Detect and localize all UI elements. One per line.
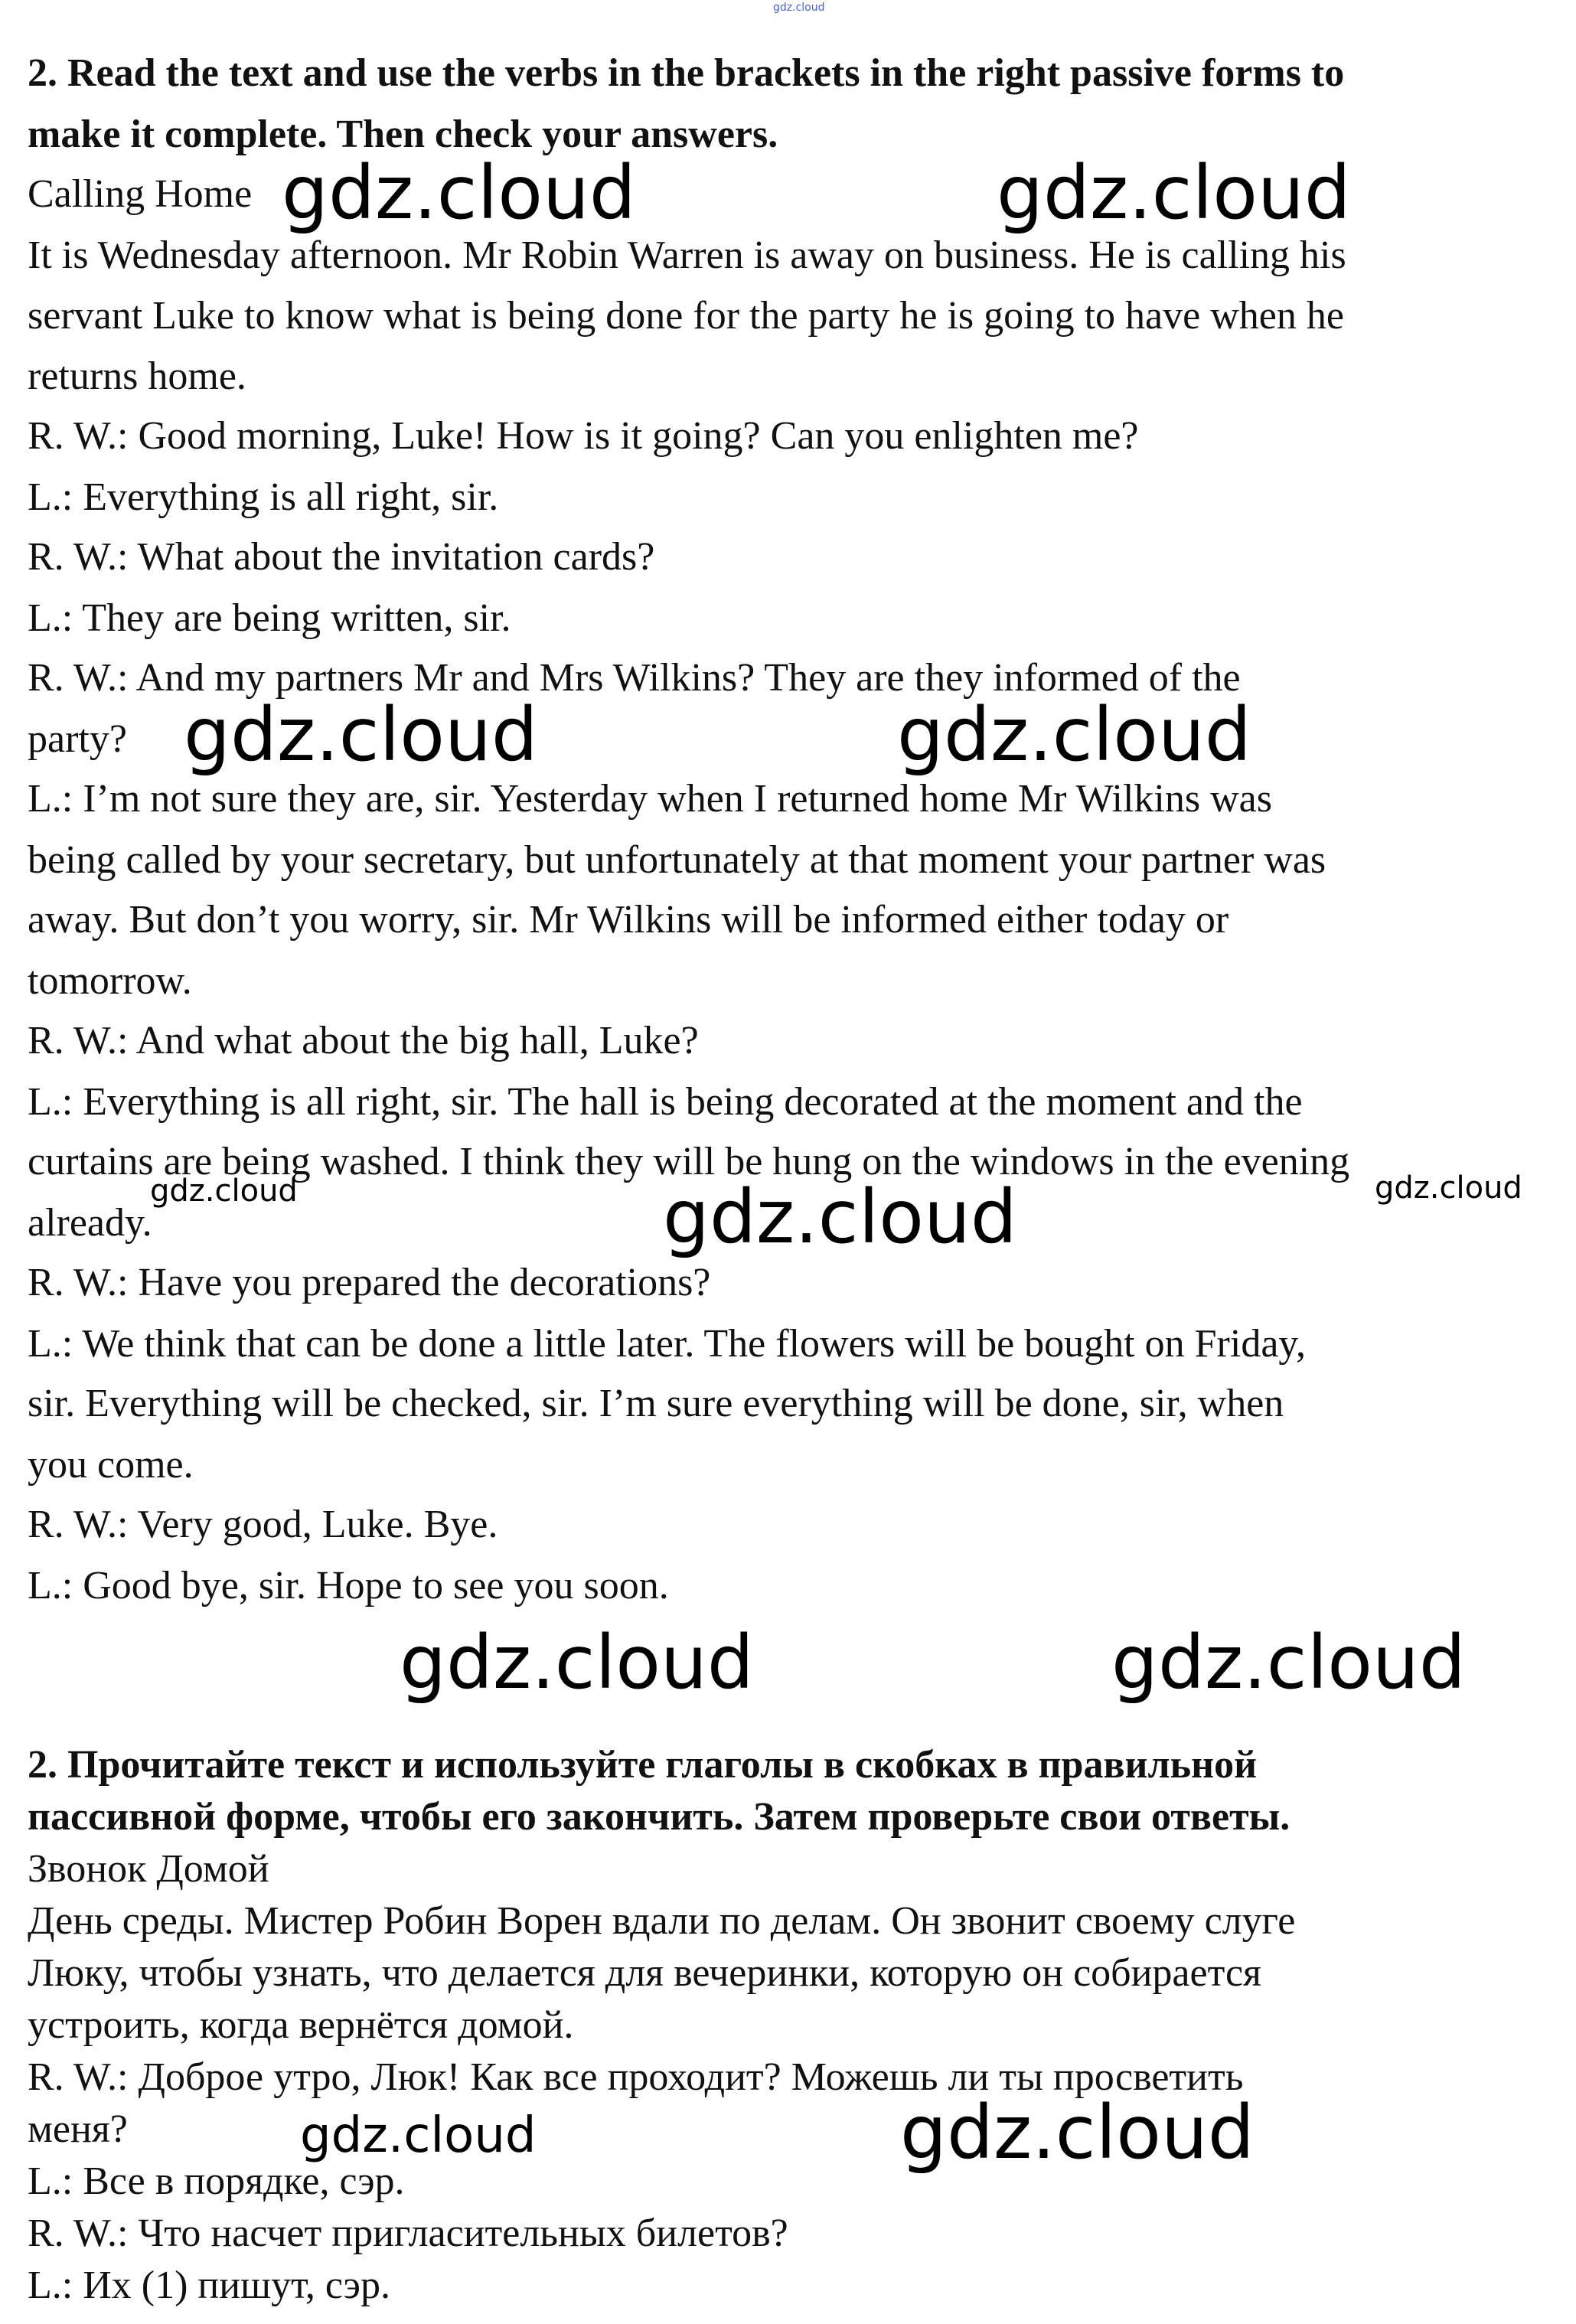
russian-body-line: устроить, когда вернётся домой. <box>28 2003 574 2047</box>
watermark: gdz.cloud <box>900 2090 1255 2175</box>
english-body-line: servant Luke to know what is being done for the party he is going to have when he <box>28 294 1344 338</box>
watermark: gdz.cloud <box>1375 1170 1522 1206</box>
english-dialogue-line: L.: Everything is all right, sir. <box>28 475 499 519</box>
english-dialogue-line: you come. <box>28 1443 194 1487</box>
english-body-line: It is Wednesday afternoon. Mr Robin Warren is away on business. He is calling his <box>28 233 1346 277</box>
english-text-title: Calling Home <box>28 172 253 216</box>
watermark: gdz.cloud <box>400 1620 754 1705</box>
russian-heading-line-1: 2. Прочитайте текст и используйте глаголы в скобках в правильной <box>28 1743 1258 1787</box>
english-dialogue-line: L.: They are being written, sir. <box>28 596 511 640</box>
english-body-line: returns home. <box>28 354 246 398</box>
english-dialogue-line: R. W.: Very good, Luke. Bye. <box>28 1503 498 1546</box>
watermark: gdz.cloud <box>997 150 1351 236</box>
english-dialogue-line: R. W.: Have you prepared the decorations? <box>28 1261 711 1304</box>
english-dialogue-line: party? <box>28 717 127 761</box>
watermark: gdz.cloud <box>282 150 636 236</box>
english-dialogue-line: already. <box>28 1201 152 1245</box>
english-dialogue-line: L.: We think that can be done a little later. The flowers will be bought on Friday, <box>28 1322 1307 1366</box>
english-dialogue-line: away. But don’t you worry, sir. Mr Wilkins will be informed either today or <box>28 898 1229 942</box>
russian-body-line: Люку, чтобы узнать, что делается для вечеринки, которую он собирается <box>28 1951 1261 1995</box>
russian-dialogue-line: R. W.: Что насчет пригласительных билетов? <box>28 2211 788 2255</box>
english-heading-line-2: make it complete. Then check your answers. <box>28 113 778 156</box>
russian-body-line: День среды. Мистер Робин Ворен вдали по делам. Он звонит своему слуге <box>28 1899 1296 1943</box>
english-heading-line-1: 2. Read the text and use the verbs in the brackets in the right passive forms to <box>28 51 1345 95</box>
english-dialogue-line: R. W.: And what about the big hall, Luke? <box>28 1019 699 1062</box>
english-dialogue-line: sir. Everything will be checked, sir. I’m sure everything will be done, sir, when <box>28 1382 1284 1425</box>
english-dialogue-line: curtains are being washed. I think they will be hung on the windows in the evening <box>28 1140 1350 1183</box>
russian-dialogue-line: R. W.: Доброе утро, Люк! Как все проходит? Можешь ли ты просветить <box>28 2055 1244 2099</box>
english-dialogue-line: L.: Everything is all right, sir. The hall is being decorated at the moment and the <box>28 1080 1303 1124</box>
russian-dialogue-line: L.: Все в порядке, сэр. <box>28 2159 405 2203</box>
watermark: gdz.cloud <box>150 1173 298 1209</box>
russian-dialogue-line: L.: Их (1) пишут, сэр. <box>28 2264 390 2307</box>
russian-dialogue-line: меня? <box>28 2107 128 2151</box>
english-dialogue-line: R. W.: What about the invitation cards? <box>28 535 655 579</box>
watermark: gdz.cloud <box>184 692 538 778</box>
russian-text-title: Звонок Домой <box>28 1847 269 1891</box>
english-dialogue-line: being called by your secretary, but unfortunately at that moment your partner was <box>28 838 1326 882</box>
russian-heading-line-2: пассивной форме, чтобы его закончить. Затем проверьте свои ответы. <box>28 1795 1290 1839</box>
watermark: gdz.cloud <box>1111 1620 1466 1705</box>
english-dialogue-line: tomorrow. <box>28 959 192 1003</box>
english-dialogue-line: R. W.: Good morning, Luke! How is it going? Can you enlighten me? <box>28 414 1139 458</box>
watermark: gdz.cloud <box>300 2107 537 2164</box>
english-dialogue-line: L.: I’m not sure they are, sir. Yesterday when I returned home Mr Wilkins was <box>28 777 1272 821</box>
english-dialogue-line: R. W.: And my partners Mr and Mrs Wilkins? They are they informed of the <box>28 656 1241 700</box>
english-dialogue-line: L.: Good bye, sir. Hope to see you soon. <box>28 1564 669 1608</box>
watermark-tiny: gdz.cloud <box>773 2 825 14</box>
watermark: gdz.cloud <box>897 692 1251 778</box>
watermark: gdz.cloud <box>663 1174 1017 1260</box>
